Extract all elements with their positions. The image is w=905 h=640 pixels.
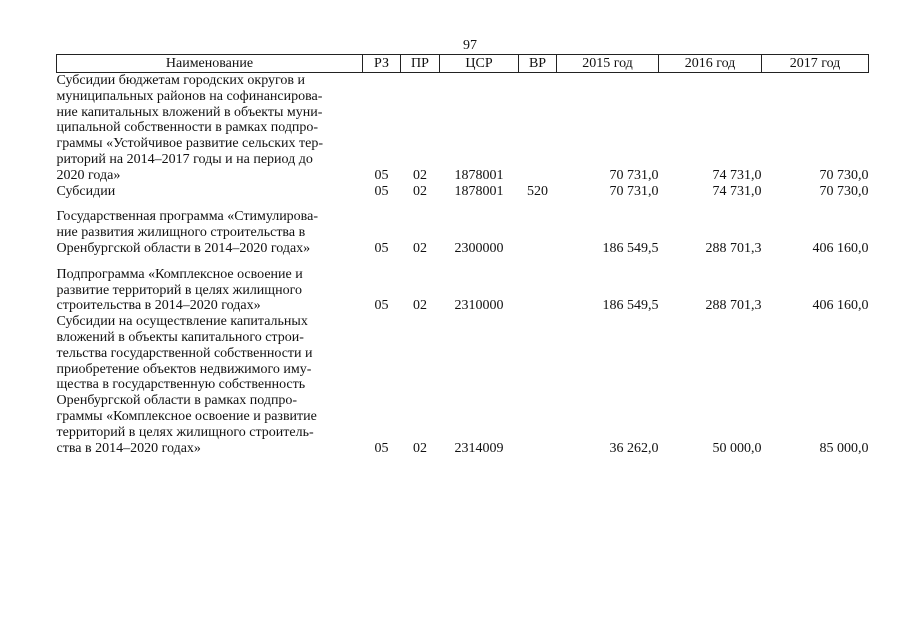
cell-pr: 02 bbox=[413, 298, 427, 314]
header-csr: ЦСР bbox=[440, 55, 519, 73]
cell-name bbox=[57, 267, 363, 314]
cell-2016: 50 000,0 bbox=[712, 440, 762, 456]
name-line: Оренбургской области в 2014–2020 годах» bbox=[56, 240, 311, 256]
name-line: ципальной собственности в рамках подпро- bbox=[56, 120, 319, 136]
cell-pr: 02 bbox=[413, 167, 427, 183]
name-line: граммы «Устойчивое развитие сельских тер- bbox=[56, 136, 324, 152]
table-row bbox=[57, 73, 869, 184]
cell-name bbox=[57, 314, 363, 456]
cell-2017: 70 730,0 bbox=[819, 167, 869, 183]
name-line: территорий в целях жилищного строитель- bbox=[56, 424, 314, 440]
cell-pr: 02 bbox=[413, 240, 427, 256]
cell-pr: 02 bbox=[413, 183, 427, 199]
cell-2015: 186 549,5 bbox=[602, 240, 659, 256]
row-spacer bbox=[57, 257, 869, 267]
cell-2015: 186 549,5 bbox=[602, 298, 659, 314]
cell-2015: 70 731,0 bbox=[609, 167, 659, 183]
name-line: граммы «Комплексное освоение и развитие bbox=[56, 408, 317, 424]
row-spacer-cell bbox=[57, 199, 869, 209]
cell-2016: 288 701,3 bbox=[705, 298, 762, 314]
header-name: Наименование bbox=[57, 55, 363, 73]
cell-vr: 520 bbox=[527, 183, 548, 199]
name-line: муниципальных районов на софинансирова- bbox=[56, 88, 323, 104]
name-line: ние капитальных вложений в объекты муни- bbox=[56, 104, 323, 120]
header-2016: 2016 год bbox=[659, 55, 762, 73]
name-line: приобретение объектов недвижимого иму- bbox=[56, 361, 312, 377]
cell-csr: 2300000 bbox=[454, 240, 504, 256]
cell-vr bbox=[519, 73, 557, 184]
name-line: риторий на 2014–2017 годы и на период до bbox=[56, 151, 313, 167]
name-line: 2020 года» bbox=[56, 167, 121, 183]
header-pr: ПР bbox=[401, 55, 440, 73]
name-line: тельства государственной собственности и bbox=[56, 345, 313, 361]
header-2017: 2017 год bbox=[762, 55, 869, 73]
cell-rz: 05 bbox=[374, 183, 389, 199]
name-line: Государственная программа «Стимулирова- bbox=[56, 209, 318, 225]
header-2015: 2015 год bbox=[557, 55, 659, 73]
page-number: 97 bbox=[463, 38, 477, 53]
row-spacer bbox=[57, 199, 869, 209]
cell-2017: 406 160,0 bbox=[812, 298, 869, 314]
cell-name bbox=[57, 184, 363, 200]
cell-csr: 2314009 bbox=[454, 440, 504, 456]
name-line: вложений в объекты капитального строи- bbox=[56, 329, 304, 345]
cell-2015: 36 262,0 bbox=[609, 440, 659, 456]
row-spacer-cell bbox=[57, 257, 869, 267]
header-vr: ВР bbox=[519, 55, 557, 73]
table-row bbox=[57, 314, 869, 456]
table-row bbox=[57, 184, 869, 200]
cell-rz: 05 bbox=[374, 298, 389, 314]
table-header-row bbox=[57, 55, 869, 73]
name-line: ние развития жилищного строительства в bbox=[56, 225, 306, 241]
cell-vr bbox=[519, 314, 557, 456]
cell-name bbox=[57, 209, 363, 256]
cell-2017: 70 730,0 bbox=[819, 183, 869, 199]
cell-vr bbox=[519, 209, 557, 256]
cell-rz: 05 bbox=[374, 167, 389, 183]
cell-2017: 406 160,0 bbox=[812, 240, 869, 256]
cell-vr bbox=[519, 267, 557, 314]
cell-csr: 1878001 bbox=[454, 183, 504, 199]
name-line: Субсидии бюджетам городских округов и bbox=[56, 73, 306, 88]
budget-table bbox=[56, 54, 869, 456]
cell-rz: 05 bbox=[374, 440, 389, 456]
name-line: Оренбургской области в рамках подпро- bbox=[56, 393, 298, 409]
table-row bbox=[57, 267, 869, 314]
name-line: Субсидии bbox=[56, 183, 116, 199]
name-line: Субсидии на осуществление капитальных bbox=[56, 314, 308, 330]
cell-2015: 70 731,0 bbox=[609, 183, 659, 199]
cell-2016: 288 701,3 bbox=[705, 240, 762, 256]
cell-csr: 2310000 bbox=[454, 298, 504, 314]
name-line: ства в 2014–2020 годах» bbox=[56, 440, 201, 456]
table-body bbox=[57, 73, 869, 457]
cell-2016: 74 731,0 bbox=[712, 167, 762, 183]
cell-pr: 02 bbox=[413, 440, 427, 456]
header-rz: РЗ bbox=[363, 55, 401, 73]
cell-2016: 74 731,0 bbox=[712, 183, 762, 199]
name-line: строительства в 2014–2020 годах» bbox=[56, 298, 261, 314]
cell-2017: 85 000,0 bbox=[819, 440, 869, 456]
name-line: Подпрограмма «Комплексное освоение и bbox=[56, 266, 303, 282]
cell-csr: 1878001 bbox=[454, 167, 504, 183]
name-line: развитие территорий в целях жилищного bbox=[56, 282, 302, 298]
name-line: щества в государственную собственность bbox=[56, 377, 306, 393]
cell-name bbox=[57, 73, 363, 184]
table-row bbox=[57, 209, 869, 256]
cell-rz: 05 bbox=[374, 240, 389, 256]
